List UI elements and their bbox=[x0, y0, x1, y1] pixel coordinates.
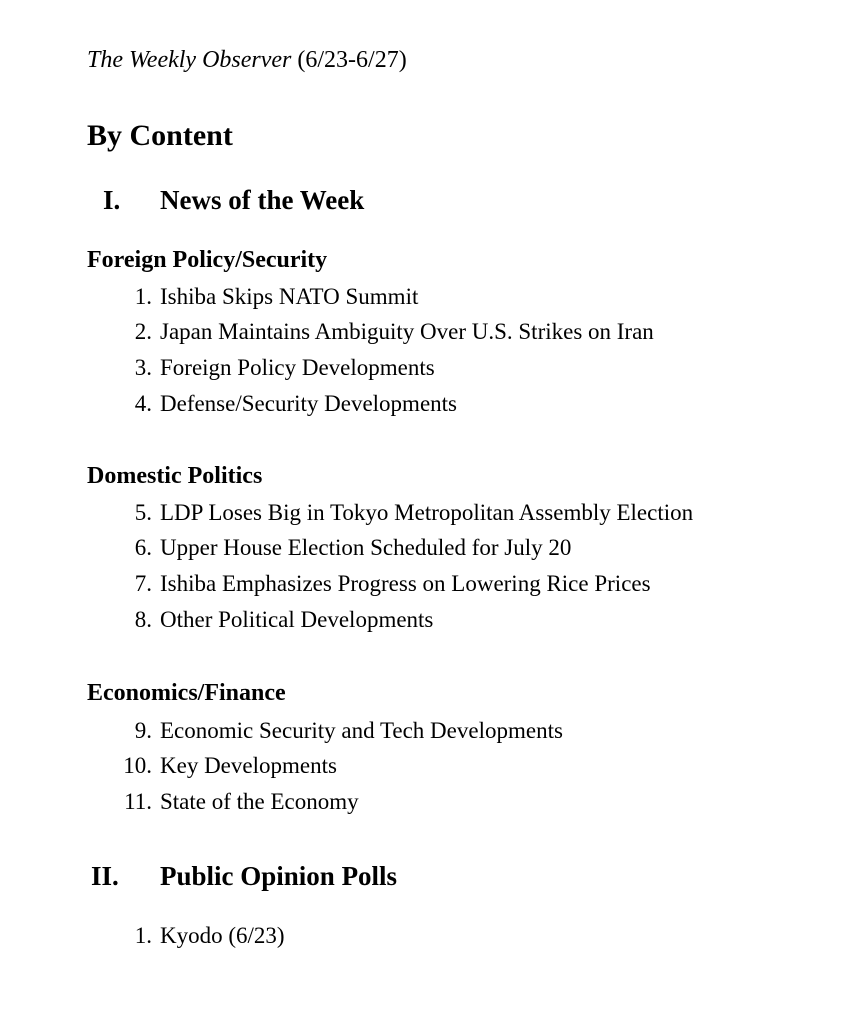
item-number: 1. bbox=[134, 923, 152, 948]
item-number: 2. bbox=[134, 319, 152, 344]
item-number: 11. bbox=[124, 789, 152, 814]
section-heading: Foreign Policy/Security bbox=[87, 247, 328, 273]
document-title bbox=[87, 42, 407, 78]
toc-item[interactable] bbox=[0, 495, 859, 531]
item-number: 9. bbox=[134, 718, 152, 743]
item-text[interactable]: Japan Maintains Ambiguity Over U.S. Strikes on Iran bbox=[160, 319, 654, 344]
part-numeral: II. bbox=[91, 861, 119, 891]
section-heading: Economics/Finance bbox=[87, 680, 286, 706]
part-title: Public Opinion Polls bbox=[160, 861, 398, 891]
item-number: 8. bbox=[134, 607, 152, 632]
toc-item[interactable] bbox=[0, 279, 859, 315]
item-number: 4. bbox=[134, 391, 152, 416]
toc-item[interactable] bbox=[0, 386, 859, 422]
publication-name: The Weekly Observer bbox=[87, 47, 292, 73]
item-text[interactable]: Other Political Developments bbox=[160, 607, 434, 632]
item-number: 10. bbox=[123, 753, 152, 778]
toc-item[interactable] bbox=[0, 350, 859, 386]
item-text[interactable]: State of the Economy bbox=[160, 789, 359, 814]
item-number: 5. bbox=[134, 500, 152, 525]
item-text[interactable]: Ishiba Skips NATO Summit bbox=[160, 284, 419, 309]
item-number: 7. bbox=[134, 571, 152, 596]
item-text[interactable]: Kyodo (6/23) bbox=[160, 923, 285, 948]
part-numeral: I. bbox=[103, 185, 121, 215]
toc-item[interactable] bbox=[0, 566, 859, 602]
date-range: (6/23-6/27) bbox=[291, 47, 407, 73]
toc-item[interactable] bbox=[0, 918, 859, 954]
part-heading-2 bbox=[0, 858, 859, 894]
toc-item[interactable] bbox=[0, 748, 859, 784]
toc-item[interactable] bbox=[0, 713, 859, 749]
section-heading: Domestic Politics bbox=[87, 463, 263, 489]
toc-item[interactable] bbox=[0, 784, 859, 820]
part-title: News of the Week bbox=[160, 185, 365, 215]
item-text[interactable]: Economic Security and Tech Developments bbox=[160, 718, 563, 743]
item-text[interactable]: Foreign Policy Developments bbox=[160, 355, 435, 380]
item-text[interactable]: LDP Loses Big in Tokyo Metropolitan Assembly Election bbox=[160, 500, 694, 525]
toc-item[interactable] bbox=[0, 314, 859, 350]
item-text[interactable]: Ishiba Emphasizes Progress on Lowering Rice Prices bbox=[160, 571, 651, 596]
item-number: 3. bbox=[134, 355, 152, 380]
item-text[interactable]: Defense/Security Developments bbox=[160, 391, 457, 416]
toc-item[interactable] bbox=[0, 602, 859, 638]
item-text[interactable]: Key Developments bbox=[160, 753, 337, 778]
item-number: 1. bbox=[134, 284, 152, 309]
item-number: 6. bbox=[134, 535, 152, 560]
page-heading: By Content bbox=[87, 119, 233, 152]
toc-item[interactable] bbox=[0, 530, 859, 566]
item-text[interactable]: Upper House Election Scheduled for July 20 bbox=[160, 535, 572, 560]
part-heading-1 bbox=[0, 182, 859, 218]
